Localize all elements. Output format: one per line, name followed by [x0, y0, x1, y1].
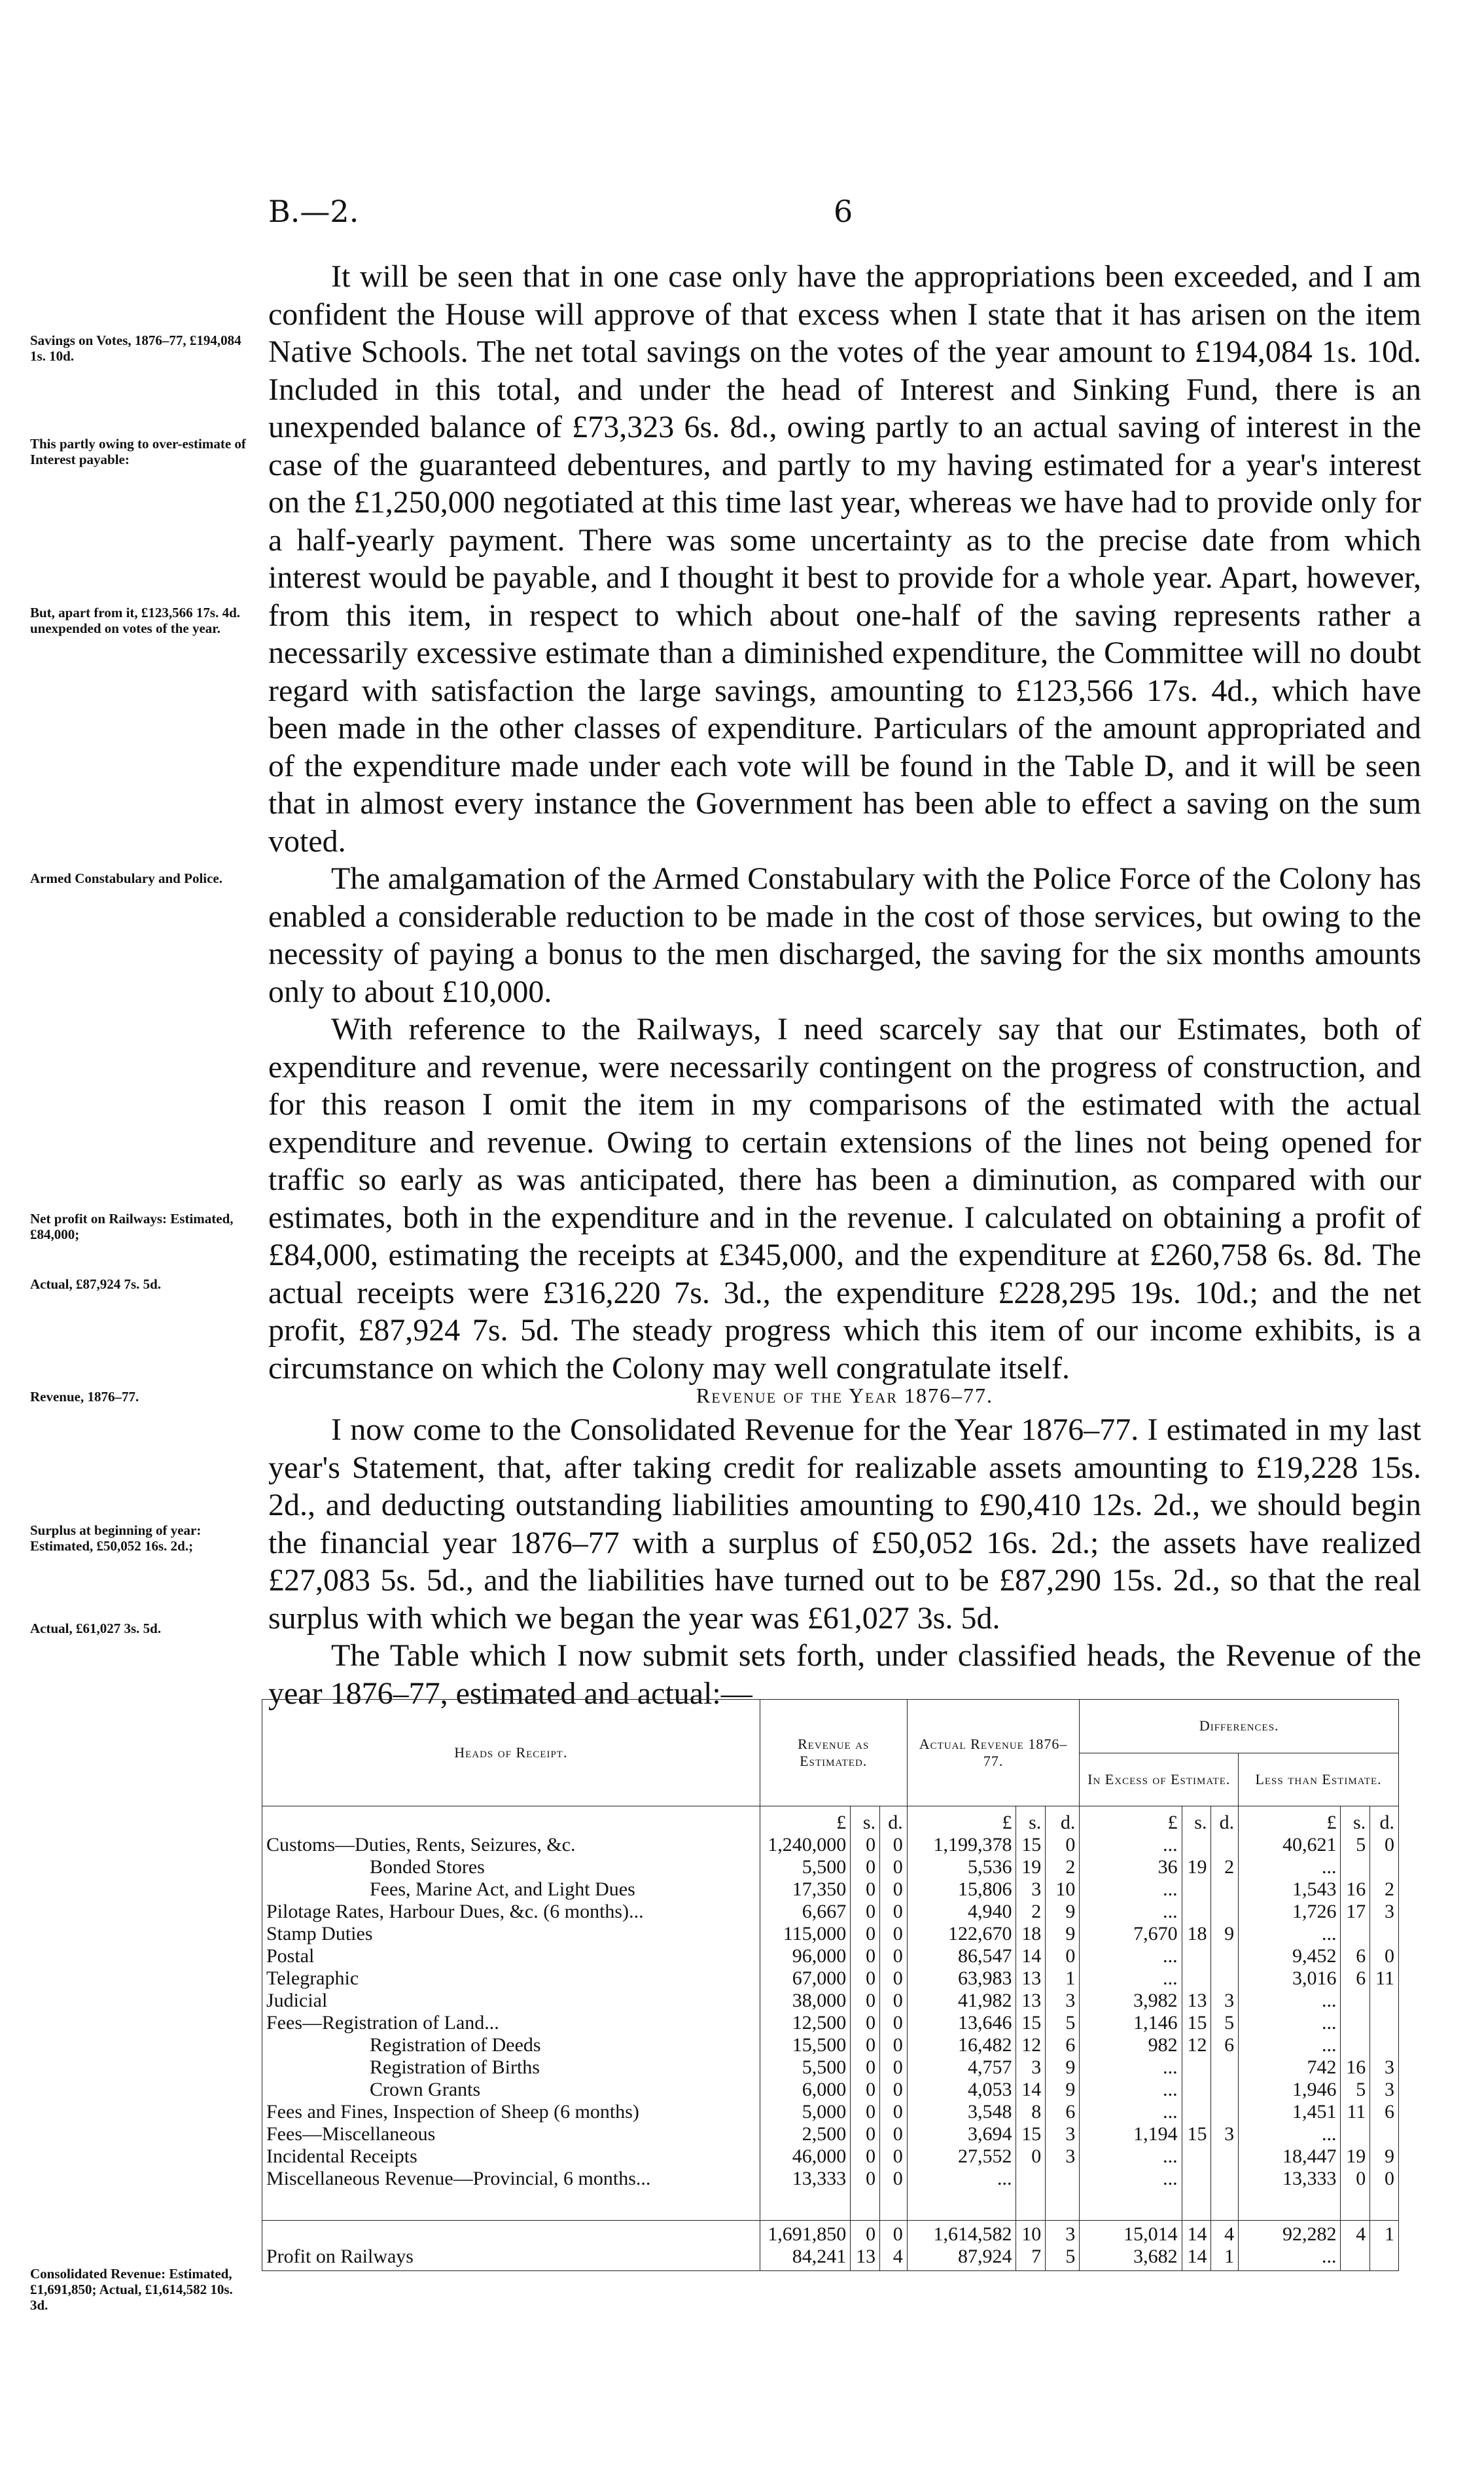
estimated-cell: 0 — [851, 2123, 880, 2145]
estimated-cell: 5,500 — [760, 2056, 851, 2079]
actual-cell: 19 — [1016, 1856, 1046, 1878]
actual-cell: 3,548 — [907, 2101, 1016, 2123]
less-cell: 16 — [1341, 1878, 1370, 1901]
less-cell — [1341, 1990, 1370, 2012]
estimated-cell: 15,500 — [760, 2034, 851, 2056]
table-row — [262, 1901, 1399, 1923]
estimated-cell: 4 — [880, 2246, 908, 2271]
excess-cell: 982 — [1080, 2034, 1182, 2056]
excess-cell: 9 — [1211, 1923, 1239, 1945]
excess-cell — [1211, 2079, 1239, 2101]
estimated-cell: 1,240,000 — [760, 1834, 851, 1856]
col-excess: In Excess of Estimate. — [1080, 1753, 1239, 1806]
margin-note: This partly owing to over-estimate of Interest payable: — [30, 436, 246, 467]
actual-cell: 8 — [1016, 2101, 1046, 2123]
row-head: Postal — [262, 1945, 760, 1967]
excess-cell: 15,014 — [1080, 2221, 1182, 2246]
estimated-cell: 0 — [851, 2168, 880, 2190]
less-cell: 9 — [1370, 2145, 1399, 2168]
total-row — [262, 2221, 1399, 2246]
less-cell — [1370, 1856, 1399, 1878]
estimated-cell: 17,350 — [760, 1878, 851, 1901]
actual-cell: 4,053 — [907, 2079, 1016, 2101]
less-cell: ... — [1239, 2123, 1341, 2145]
actual-cell: 14 — [1016, 2079, 1046, 2101]
less-cell: 0 — [1370, 1945, 1399, 1967]
excess-cell: 3,982 — [1080, 1990, 1182, 2012]
less-cell: 6 — [1341, 1945, 1370, 1967]
excess-cell — [1211, 1901, 1239, 1923]
estimated-cell: 0 — [880, 2123, 908, 2145]
estimated-cell: 0 — [851, 2034, 880, 2056]
margin-note: Revenue, 1876–77. — [30, 1389, 139, 1405]
excess-cell — [1211, 1945, 1239, 1967]
less-cell: 19 — [1341, 2145, 1370, 2168]
excess-cell: ... — [1080, 1945, 1182, 1967]
actual-cell: 15 — [1016, 1834, 1046, 1856]
estimated-cell: 0 — [880, 2056, 908, 2079]
row-head: Registration of Deeds — [262, 2034, 760, 2056]
estimated-cell: 0 — [851, 1967, 880, 1990]
actual-cell: 87,924 — [907, 2246, 1016, 2271]
actual-cell: 6 — [1046, 2101, 1080, 2123]
excess-cell: ... — [1080, 1878, 1182, 1901]
estimated-cell: 0 — [880, 2079, 908, 2101]
less-cell: 13,333 — [1239, 2168, 1341, 2190]
table-row — [262, 1923, 1399, 1945]
actual-cell: 0 — [1016, 2145, 1046, 2168]
row-head: Customs—Duties, Rents, Seizures, &c. — [262, 1834, 760, 1856]
excess-cell — [1182, 2101, 1211, 2123]
less-cell: ... — [1239, 1990, 1341, 2012]
actual-cell: 0 — [1046, 1945, 1080, 1967]
less-cell: 17 — [1341, 1901, 1370, 1923]
estimated-cell: 0 — [851, 2056, 880, 2079]
estimated-cell: 0 — [851, 2221, 880, 2246]
less-cell: 92,282 — [1239, 2221, 1341, 2246]
actual-cell: 14 — [1016, 1945, 1046, 1967]
margin-note: Savings on Votes, 1876–77, £194,084 1s. 10d. — [30, 332, 241, 364]
actual-cell: 18 — [1016, 1923, 1046, 1945]
actual-cell: 13 — [1016, 1990, 1046, 2012]
excess-cell — [1211, 2101, 1239, 2123]
table-row — [262, 2101, 1399, 2123]
unit-d: d. — [1211, 1806, 1239, 1835]
excess-cell — [1182, 2079, 1211, 2101]
estimated-cell: 0 — [851, 1878, 880, 1901]
actual-cell: 3 — [1046, 2221, 1080, 2246]
row-head: Telegraphic — [262, 1967, 760, 1990]
less-cell: 3 — [1370, 2079, 1399, 2101]
less-cell: 40,621 — [1239, 1834, 1341, 1856]
excess-cell: 1 — [1211, 2246, 1239, 2271]
unit-pound: £ — [1239, 1806, 1341, 1835]
less-cell — [1341, 2246, 1370, 2271]
excess-cell: 6 — [1211, 2034, 1239, 2056]
actual-cell: 1,614,582 — [907, 2221, 1016, 2246]
row-head: Stamp Duties — [262, 1923, 760, 1945]
excess-cell: 3 — [1211, 2123, 1239, 2145]
actual-cell: 15 — [1016, 2123, 1046, 2145]
actual-cell: 9 — [1046, 2056, 1080, 2079]
estimated-cell: 0 — [880, 2145, 908, 2168]
excess-cell: 14 — [1182, 2221, 1211, 2246]
excess-cell — [1182, 1878, 1211, 1901]
excess-cell — [1211, 1967, 1239, 1990]
estimated-cell: 115,000 — [760, 1923, 851, 1945]
excess-cell: 12 — [1182, 2034, 1211, 2056]
actual-cell: 4,757 — [907, 2056, 1016, 2079]
actual-cell: 9 — [1046, 1901, 1080, 1923]
actual-cell — [1016, 2168, 1046, 2190]
table-row — [262, 2034, 1399, 2056]
actual-cell: 2 — [1016, 1901, 1046, 1923]
less-cell — [1341, 1923, 1370, 1945]
margin-note: Armed Constabulary and Police. — [30, 870, 222, 886]
excess-cell — [1182, 1901, 1211, 1923]
excess-cell: ... — [1080, 1834, 1182, 1856]
table-row — [262, 1990, 1399, 2012]
row-head: Fees, Marine Act, and Light Dues — [262, 1878, 760, 1901]
excess-cell: 15 — [1182, 2123, 1211, 2145]
unit-d: d. — [880, 1806, 908, 1835]
col-heads: Heads of Receipt. — [262, 1700, 760, 1806]
less-cell: 9,452 — [1239, 1945, 1341, 1967]
body-text — [268, 258, 1421, 1387]
excess-cell: 15 — [1182, 2012, 1211, 2034]
row-head: Profit on Railways — [262, 2246, 760, 2271]
table-row — [262, 2079, 1399, 2101]
excess-cell: 1,146 — [1080, 2012, 1182, 2034]
estimated-cell: 0 — [851, 1834, 880, 1856]
excess-cell: ... — [1080, 2101, 1182, 2123]
table-row — [262, 2123, 1399, 2145]
excess-cell: ... — [1080, 2056, 1182, 2079]
less-cell: 11 — [1341, 2101, 1370, 2123]
less-cell: 5 — [1341, 1834, 1370, 1856]
excess-cell — [1182, 1834, 1211, 1856]
estimated-cell: 0 — [880, 1901, 908, 1923]
estimated-cell: 2,500 — [760, 2123, 851, 2145]
actual-cell — [1046, 2168, 1080, 2190]
row-head: Pilotage Rates, Harbour Dues, &c. (6 months)... — [262, 1901, 760, 1923]
actual-cell: 4,940 — [907, 1901, 1016, 1923]
unit-s: s. — [1016, 1806, 1046, 1835]
excess-cell — [1182, 2145, 1211, 2168]
margin-note: Net profit on Railways: Estimated, £84,000; — [30, 1211, 234, 1242]
actual-cell: 0 — [1046, 1834, 1080, 1856]
estimated-cell: 0 — [851, 1923, 880, 1945]
excess-cell — [1182, 2168, 1211, 2190]
estimated-cell: 96,000 — [760, 1945, 851, 1967]
actual-cell: 12 — [1016, 2034, 1046, 2056]
estimated-cell: 5,000 — [760, 2101, 851, 2123]
excess-cell: ... — [1080, 2079, 1182, 2101]
table-row — [262, 1945, 1399, 1967]
less-cell: 1,543 — [1239, 1878, 1341, 1901]
less-cell: ... — [1239, 1856, 1341, 1878]
actual-cell: 63,983 — [907, 1967, 1016, 1990]
unit-s: s. — [1341, 1806, 1370, 1835]
table-row — [262, 1878, 1399, 1901]
less-cell: 11 — [1370, 1967, 1399, 1990]
estimated-cell: 0 — [880, 2101, 908, 2123]
estimated-cell: 13 — [851, 2246, 880, 2271]
less-cell — [1341, 1856, 1370, 1878]
less-cell: 0 — [1370, 2168, 1399, 2190]
excess-cell: ... — [1080, 2145, 1182, 2168]
row-head: Crown Grants — [262, 2079, 760, 2101]
page-code: B.—2. — [268, 194, 359, 229]
excess-cell — [1211, 2168, 1239, 2190]
estimated-cell: 13,333 — [760, 2168, 851, 2190]
estimated-cell: 0 — [851, 1901, 880, 1923]
less-cell: 3 — [1370, 1901, 1399, 1923]
less-cell: 6 — [1341, 1967, 1370, 1990]
excess-cell: ... — [1080, 1901, 1182, 1923]
estimated-cell: 46,000 — [760, 2145, 851, 2168]
paragraph: It will be seen that in one case only have the appropriations been exceeded, and I am confident the House will approve of that excess when I state that it has arisen on the item Native Schools. The net total savings on the votes of the year amount to £194,084 1s. 10d. Included in this total, and under the head of Interest and Sinking Fund, there is an unexpended balance of £73,323 6s. 8d., owing partly to an actual saving of interest in the case of the guaranteed debentures, and partly to my having estimated for a year's interest on the £1,250,000 negotiated at this time last year, whereas we have had to provide only for a half-yearly payment. There was some uncertainty as to the precise date from which interest would be payable, and I thought it best to provide for a whole year. Apart, however, from this item, in respect to which about one-half of the saving represents rather a necessarily excessive estimate than a diminished expenditure, the Committee will no doubt regard with satisfaction the large savings, amounting to £123,566 17s. 4d., which have been made in the other classes of expenditure. Particulars of the amount appropriated and of the expenditure made under each vote will be found in the Table D, and it will be seen that in almost every instance the Government has been able to effect a saving on the sum voted. — [268, 259, 1421, 859]
estimated-cell: 0 — [880, 2034, 908, 2056]
row-head: Bonded Stores — [262, 1856, 760, 1878]
less-cell: ... — [1239, 2246, 1341, 2271]
margin-note: Surplus at beginning of year: Estimated, £50,052 16s. 2d.; — [30, 1522, 202, 1554]
estimated-cell: 5,500 — [760, 1856, 851, 1878]
estimated-cell: 84,241 — [760, 2246, 851, 2271]
less-cell: 6 — [1370, 2101, 1399, 2123]
estimated-cell: 67,000 — [760, 1967, 851, 1990]
unit-s: s. — [1182, 1806, 1211, 1835]
actual-cell: 2 — [1046, 1856, 1080, 1878]
actual-cell: 86,547 — [907, 1945, 1016, 1967]
unit-s: s. — [851, 1806, 880, 1835]
estimated-cell: 0 — [851, 1856, 880, 1878]
unit-d: d. — [1046, 1806, 1080, 1835]
excess-cell — [1182, 1945, 1211, 1967]
estimated-cell: 0 — [880, 1834, 908, 1856]
col-less: Less than Estimate. — [1239, 1753, 1399, 1806]
less-cell: ... — [1239, 2034, 1341, 2056]
actual-cell: 3,694 — [907, 2123, 1016, 2145]
estimated-cell: 0 — [880, 1967, 908, 1990]
table-row — [262, 1834, 1399, 1856]
margin-note: Actual, £87,924 7s. 5d. — [30, 1276, 162, 1292]
actual-cell: 3 — [1046, 2123, 1080, 2145]
row-head: Fees and Fines, Inspection of Sheep (6 months) — [262, 2101, 760, 2123]
less-cell — [1341, 2123, 1370, 2145]
table-row — [262, 1856, 1399, 1878]
row-head: Incidental Receipts — [262, 2145, 760, 2168]
estimated-cell: 0 — [851, 2101, 880, 2123]
body-text-2 — [268, 1411, 1421, 1712]
revenue-table — [262, 1699, 1399, 2271]
less-cell: 3,016 — [1239, 1967, 1341, 1990]
less-cell: 1,451 — [1239, 2101, 1341, 2123]
less-cell: 2 — [1370, 1878, 1399, 1901]
estimated-cell: 0 — [880, 2012, 908, 2034]
actual-cell: 13,646 — [907, 2012, 1016, 2034]
less-cell — [1370, 2012, 1399, 2034]
actual-cell: 9 — [1046, 1923, 1080, 1945]
row-head: Fees—Miscellaneous — [262, 2123, 760, 2145]
actual-cell: ... — [907, 2168, 1016, 2190]
actual-cell: 5 — [1046, 2246, 1080, 2271]
margin-note: Actual, £61,027 3s. 5d. — [30, 1621, 162, 1636]
excess-cell: 13 — [1182, 1990, 1211, 2012]
table-row — [262, 2145, 1399, 2168]
less-cell — [1341, 2012, 1370, 2034]
col-estimated: Revenue as Estimated. — [760, 1700, 907, 1806]
table-row — [262, 2012, 1399, 2034]
excess-cell: 5 — [1211, 2012, 1239, 2034]
less-cell: 5 — [1341, 2079, 1370, 2101]
actual-cell: 15 — [1016, 2012, 1046, 2034]
excess-cell: 36 — [1080, 1856, 1182, 1878]
excess-cell: 3 — [1211, 1990, 1239, 2012]
excess-cell — [1211, 1834, 1239, 1856]
estimated-cell: 0 — [851, 2012, 880, 2034]
less-cell — [1370, 1990, 1399, 2012]
estimated-cell: 6,667 — [760, 1901, 851, 1923]
less-cell: 1 — [1370, 2221, 1399, 2246]
excess-cell: ... — [1080, 2168, 1182, 2190]
actual-cell: 15,806 — [907, 1878, 1016, 1901]
excess-cell: 3,682 — [1080, 2246, 1182, 2271]
actual-cell: 3 — [1046, 2145, 1080, 2168]
less-cell: 4 — [1341, 2221, 1370, 2246]
paragraph: The amalgamation of the Armed Constabulary with the Police Force of the Colony has enabled a considerable reduction to be made in the cost of those services, but owing to the necessity of paying a bonus to the men discharged, the saving for the six months amounts only to about £10,000. — [268, 861, 1421, 1009]
estimated-cell: 0 — [880, 1923, 908, 1945]
excess-cell: 2 — [1211, 1856, 1239, 1878]
actual-cell: 3 — [1046, 1990, 1080, 2012]
excess-cell: 4 — [1211, 2221, 1239, 2246]
actual-cell: 3 — [1016, 1878, 1046, 1901]
estimated-cell: 0 — [880, 2168, 908, 2190]
less-cell: 0 — [1370, 1834, 1399, 1856]
estimated-cell: 0 — [880, 1878, 908, 1901]
excess-cell: 19 — [1182, 1856, 1211, 1878]
estimated-cell: 0 — [880, 1856, 908, 1878]
estimated-cell: 0 — [851, 1945, 880, 1967]
estimated-cell: 0 — [851, 2079, 880, 2101]
unit-pound: £ — [907, 1806, 1016, 1835]
excess-cell: ... — [1080, 1967, 1182, 1990]
less-cell — [1341, 2034, 1370, 2056]
less-cell: 16 — [1341, 2056, 1370, 2079]
paragraph: With reference to the Railways, I need scarcely say that our Estimates, both of expenditure and revenue, were necessarily contingent on the progress of construction, and for this reason I omit the item in my comparisons of the estimated with the actual expenditure and revenue. Owing to certain extensions of the lines not being opened for traffic so early as was anticipated, there has been a diminution, as compared with our estimates, both in the expenditure and in the revenue. I calculated on obtaining a profit of £84,000, estimating the receipts at £345,000, and the expenditure at £260,758 6s. 8d. The actual receipts were £316,220 7s. 3d., the expenditure £228,295 19s. 10d.; and the net profit, £87,924 7s. 5d. The steady progress which this item of our income exhibits, is a circumstance on which the Colony may well congratulate itself. — [268, 1012, 1421, 1386]
row-head: Fees—Registration of Land... — [262, 2012, 760, 2034]
estimated-cell: 0 — [880, 1990, 908, 2012]
actual-cell: 10 — [1046, 1878, 1080, 1901]
less-cell: 0 — [1341, 2168, 1370, 2190]
units-blank — [262, 1806, 760, 1835]
excess-cell — [1211, 1878, 1239, 1901]
less-cell: 3 — [1370, 2056, 1399, 2079]
excess-cell — [1211, 2145, 1239, 2168]
unit-d: d. — [1370, 1806, 1399, 1835]
excess-cell — [1182, 1967, 1211, 1990]
row-head: Miscellaneous Revenue—Provincial, 6 months... — [262, 2168, 760, 2190]
excess-cell: 14 — [1182, 2246, 1211, 2271]
less-cell: 18,447 — [1239, 2145, 1341, 2168]
row-head: Registration of Births — [262, 2056, 760, 2079]
actual-cell: 10 — [1016, 2221, 1046, 2246]
estimated-cell: 1,691,850 — [760, 2221, 851, 2246]
excess-cell — [1182, 2056, 1211, 2079]
actual-cell: 5 — [1046, 2012, 1080, 2034]
less-cell: ... — [1239, 1923, 1341, 1945]
estimated-cell: 0 — [851, 2145, 880, 2168]
margin-note: Consolidated Revenue: Estimated, £1,691,850; Actual, £1,614,582 10s. 3d. — [30, 2266, 233, 2313]
actual-cell: 9 — [1046, 2079, 1080, 2101]
row-head: Judicial — [262, 1990, 760, 2012]
actual-cell: 5,536 — [907, 1856, 1016, 1878]
excess-cell — [1211, 2056, 1239, 2079]
less-cell — [1370, 2123, 1399, 2145]
table-row — [262, 2056, 1399, 2079]
actual-cell: 27,552 — [907, 2145, 1016, 2168]
table-row — [262, 2168, 1399, 2190]
paragraph: The Table which I now submit sets forth, under classified heads, the Revenue of the year 1876–77, estimated and actual:— — [268, 1638, 1421, 1711]
less-cell: 1,726 — [1239, 1901, 1341, 1923]
estimated-cell: 12,500 — [760, 2012, 851, 2034]
col-actual: Actual Revenue 1876–77. — [907, 1700, 1080, 1806]
unit-pound: £ — [1080, 1806, 1182, 1835]
col-differences: Differences. — [1080, 1700, 1399, 1753]
estimated-cell: 38,000 — [760, 1990, 851, 2012]
actual-cell: 122,670 — [907, 1923, 1016, 1945]
unit-pound: £ — [760, 1806, 851, 1835]
actual-cell: 41,982 — [907, 1990, 1016, 2012]
estimated-cell: 6,000 — [760, 2079, 851, 2101]
estimated-cell: 0 — [880, 2221, 908, 2246]
less-cell — [1370, 2246, 1399, 2271]
actual-cell: 16,482 — [907, 2034, 1016, 2056]
actual-cell: 6 — [1046, 2034, 1080, 2056]
less-cell: 1,946 — [1239, 2079, 1341, 2101]
excess-cell: 7,670 — [1080, 1923, 1182, 1945]
actual-cell: 7 — [1016, 2246, 1046, 2271]
less-cell: ... — [1239, 2012, 1341, 2034]
table-row — [262, 1967, 1399, 1990]
actual-cell: 3 — [1016, 2056, 1046, 2079]
paragraph: I now come to the Consolidated Revenue for the Year 1876–77. I estimated in my last year's Statement, that, after taking credit for realizable assets amounting to £19,228 15s. 2d., and deducting outstanding liabilities amounting to £90,410 12s. 2d., we should begin the financial year 1876–77 with a surplus of £50,052 16s. 2d.; the assets have realized £27,083 5s. 5d., and the liabilities have turned out to be £87,290 15s. 2d., so that the real surplus with which we began the year was £61,027 3s. 5d. — [268, 1412, 1421, 1636]
table-row — [262, 2246, 1399, 2271]
margin-note: But, apart from it, £123,566 17s. 4d. unexpended on votes of the year. — [30, 605, 241, 636]
less-cell — [1370, 1923, 1399, 1945]
less-cell — [1370, 2034, 1399, 2056]
excess-cell: 1,194 — [1080, 2123, 1182, 2145]
less-cell: 742 — [1239, 2056, 1341, 2079]
page-number: 6 — [834, 194, 853, 229]
actual-cell: 13 — [1016, 1967, 1046, 1990]
estimated-cell: 0 — [880, 1945, 908, 1967]
excess-cell: 18 — [1182, 1923, 1211, 1945]
section-heading: Revenue of the Year 1876–77. — [696, 1384, 994, 1407]
estimated-cell: 0 — [851, 1990, 880, 2012]
actual-cell: 1,199,378 — [907, 1834, 1016, 1856]
actual-cell: 1 — [1046, 1967, 1080, 1990]
